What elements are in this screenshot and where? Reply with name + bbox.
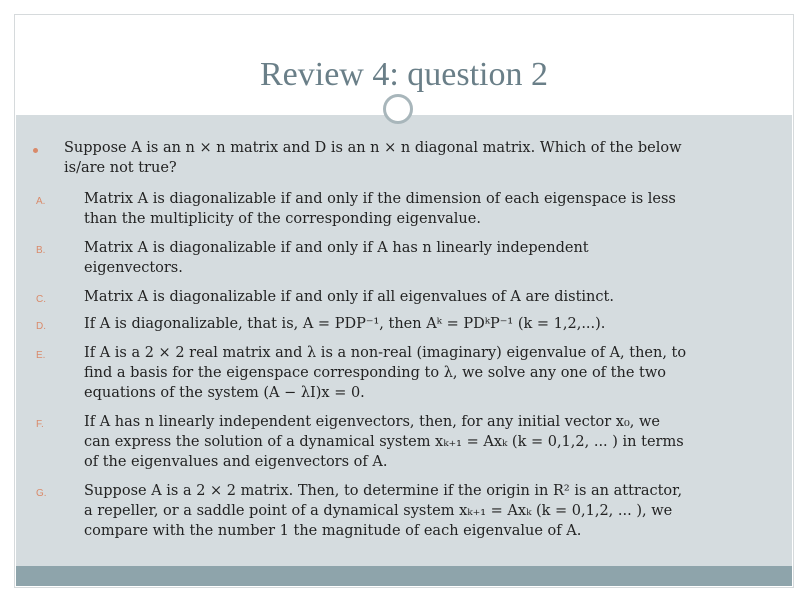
option-marker: D.: [36, 321, 46, 332]
option-line: If A is diagonalizable, that is, A = PDP⁻¹, then Aᵏ = PDᵏP⁻¹ (k = 1,2,...).: [84, 316, 606, 332]
slide-title: Review 4: question 2: [259, 56, 549, 93]
option-line: Matrix A is diagonalizable if and only if all eigenvalues of A are distinct.: [84, 289, 614, 305]
option-line: If A is a 2 × 2 real matrix and λ is a non-real (imaginary) eigenvalue of A, then, to: [84, 345, 687, 361]
option-line: equations of the system (A − λI)x = 0.: [84, 385, 365, 401]
option-marker: A.: [36, 196, 46, 207]
option-marker: C.: [36, 294, 46, 305]
option-line: Matrix A is diagonalizable if and only if A has n linearly independent: [84, 240, 589, 256]
intro-line-2: is/are not true?: [64, 160, 177, 176]
option-marker: F.: [36, 419, 44, 430]
option-marker: B.: [36, 245, 46, 256]
option-line: than the multiplicity of the corresponding eigenvalue.: [84, 211, 481, 227]
option-line: of the eigenvalues and eigenvectors of A.: [84, 454, 388, 470]
circle-ornament-icon: [383, 94, 413, 124]
option-marker: G.: [36, 488, 47, 499]
option-line: Matrix A is diagonalizable if and only if the dimension of each eigenspace is less: [84, 191, 676, 207]
option-line: can express the solution of a dynamical system xₖ₊₁ = Axₖ (k = 0,1,2, ... ) in terms: [84, 434, 684, 450]
option-line: a repeller, or a saddle point of a dynamical system xₖ₊₁ = Axₖ (k = 0,1,2, ... ), we: [84, 503, 673, 519]
footer-band: [16, 566, 792, 586]
bullet-icon: [33, 148, 38, 153]
intro-line-1: Suppose A is an n × n matrix and D is an n × n diagonal matrix. Which of the below: [64, 140, 682, 156]
option-line: Suppose A is a 2 × 2 matrix. Then, to determine if the origin in R² is an attractor,: [84, 483, 683, 499]
option-line: compare with the number 1 the magnitude of each eigenvalue of A.: [84, 523, 582, 539]
option-line: find a basis for the eigenspace corresponding to λ, we solve any one of the two: [84, 365, 666, 381]
option-line: eigenvectors.: [84, 260, 183, 276]
option-marker: E.: [36, 350, 46, 361]
option-line: If A has n linearly independent eigenvectors, then, for any initial vector x₀, we: [84, 414, 660, 430]
content-panel: [16, 114, 792, 566]
